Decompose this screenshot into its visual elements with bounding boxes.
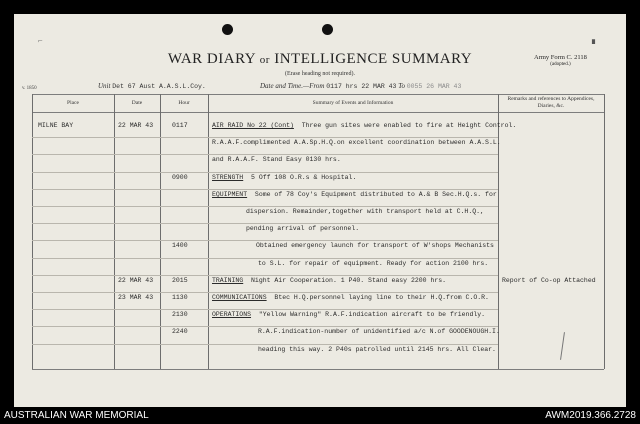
row-summary [212, 139, 501, 146]
row-hour: 0117 [172, 122, 188, 129]
row-hour: 2015 [172, 276, 188, 284]
header-remarks: Remarks and references to Appendices, Diaries, &c. [507, 96, 595, 109]
row-summary [258, 346, 496, 353]
header-place: Place [67, 100, 79, 106]
row-text: "Yellow Warning" R.A.F.indication aircraft to be friendly. [258, 311, 486, 319]
document-subtitle: (Erase heading not required). [285, 71, 355, 77]
row-rule [32, 154, 498, 155]
row-summary [212, 311, 485, 318]
unit-label: Unit [98, 82, 111, 90]
row-heading: TRAINING [212, 276, 244, 284]
row-text: heading this way. 2 P40s patrolled until 2145 hrs. All Clear. [258, 345, 496, 353]
date-from: 0117 hrs 22 MAR 43 [326, 83, 397, 90]
title-war-diary: WAR DIARY [167, 51, 256, 67]
row-summary [246, 208, 484, 215]
row-hour: 1130 [172, 294, 188, 301]
punch-hole-right [322, 24, 333, 35]
column-rule [208, 94, 209, 369]
date-label: Date and Time.—From [260, 82, 325, 90]
diary-page [14, 14, 626, 407]
row-summary [246, 225, 359, 232]
row-hour: 1400 [172, 242, 188, 250]
row-text: Btec H.Q.personnel laying line to their H.Q.from C.O.R. [274, 294, 489, 301]
row-text: R.A.A.F.complimented A.A.Sp.H.Q.on excellent coordination between A.A.S.L. [212, 139, 501, 147]
margin-note: v. 1850 [22, 86, 37, 91]
row-heading: COMMUNICATIONS [212, 294, 267, 301]
table-bottom-rule [32, 369, 604, 370]
row-rule [32, 275, 498, 276]
row-date: 22 MAR 43 [118, 122, 154, 129]
row-date: 22 MAR 43 [118, 276, 154, 284]
row-text: Three gun sites were enabled to fire at Height Control. [301, 122, 517, 129]
row-summary [256, 242, 494, 249]
column-rule [32, 94, 33, 369]
row-rule [32, 240, 498, 241]
row-rule [32, 344, 498, 345]
header-hour: Hour [178, 100, 190, 106]
row-text: dispersion. Remainder,together with transport held at C.H.Q., [246, 208, 484, 215]
row-text: R.A.F.indication-number of unidentified a/c N.of GOODENOUGH.I. [258, 328, 500, 336]
row-summary [258, 328, 500, 335]
footer-left: AUSTRALIAN WAR MEMORIAL [4, 410, 149, 421]
row-heading: EQUIPMENT [212, 190, 248, 198]
row-place: MILNE BAY [38, 122, 74, 129]
row-text: Obtained emergency launch for transport of W'shops Mechanists [256, 242, 494, 250]
header-summary: Summary of Events and Information [312, 100, 394, 106]
row-rule [32, 206, 498, 207]
date-to-label: To [398, 82, 405, 90]
row-summary [212, 174, 356, 181]
row-rule [32, 223, 498, 224]
row-summary [258, 260, 488, 267]
column-rule [604, 94, 605, 369]
row-rule [32, 258, 498, 259]
header-date: Date [131, 100, 143, 106]
row-rule [32, 137, 498, 138]
row-rule [32, 172, 498, 173]
pencil-mark [560, 332, 565, 360]
unit-value: Det 67 Aust A.A.S.L.Coy. [112, 83, 206, 90]
row-remarks: Report of Co-op Attached [502, 276, 596, 284]
row-heading: AIR RAID No 22 (Cont) [212, 122, 294, 129]
corner-mark: ⌐ [38, 36, 43, 45]
form-number: Army Form C. 2118 [534, 54, 587, 61]
row-date: 23 MAR 43 [118, 294, 154, 301]
row-rule [32, 189, 498, 190]
row-summary [212, 122, 516, 129]
row-rule [32, 309, 498, 310]
column-rule [114, 94, 115, 369]
row-rule [32, 326, 498, 327]
punch-hole-left [222, 24, 233, 35]
unit-line [98, 82, 206, 90]
row-summary [212, 294, 489, 301]
table-top-rule [32, 94, 604, 95]
row-text: Night Air Cooperation. 1 P40. Stand easy 2200 hrs. [251, 276, 447, 284]
row-hour: 2240 [172, 328, 188, 336]
form-sub: (adopted.) [550, 62, 571, 68]
row-heading: STRENGTH [212, 173, 244, 181]
corner-mark: ▘ [592, 40, 599, 49]
row-text: to S.L. for repair of equipment. Ready for action 2100 hrs. [258, 259, 489, 267]
table-header-rule [32, 112, 604, 113]
row-text: Some of 78 Coy's Equipment distributed to A.& B Sec.H.Q.s. for [254, 190, 497, 198]
row-heading: OPERATIONS [212, 311, 252, 319]
title-or: or [259, 54, 270, 66]
row-summary [212, 277, 446, 284]
row-text: and R.A.A.F. Stand Easy 0130 hrs. [212, 156, 341, 164]
date-line [260, 82, 461, 90]
form-number-block [534, 54, 587, 69]
footer-right: AWM2019.366.2728 [545, 410, 636, 421]
row-summary [212, 156, 341, 163]
row-summary [212, 191, 497, 198]
column-rule [160, 94, 161, 369]
date-to: 0055 26 MAR 43 [406, 83, 462, 90]
row-hour: 0900 [172, 173, 188, 181]
row-text: 5 Off 108 O.R.s & Hospital. [251, 173, 357, 181]
row-hour: 2130 [172, 311, 188, 319]
row-rule [32, 292, 498, 293]
title-intelligence-summary: INTELLIGENCE SUMMARY [274, 51, 473, 67]
row-text: pending arrival of personnel. [246, 225, 360, 233]
